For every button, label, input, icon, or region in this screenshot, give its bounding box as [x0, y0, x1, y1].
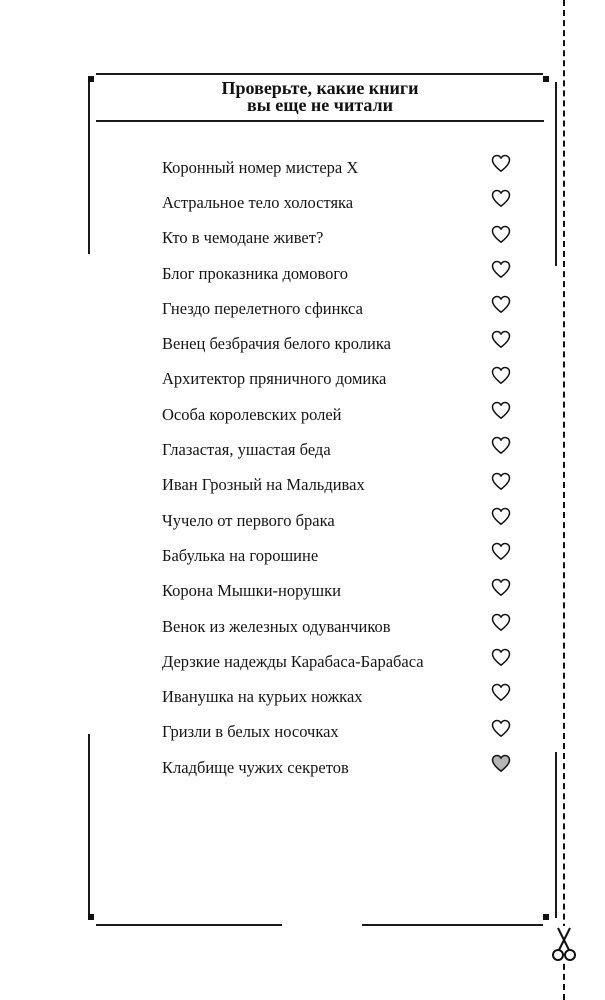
- book-item: [162, 679, 522, 714]
- frame-bottom-line-right: [362, 924, 543, 926]
- cut-line: [563, 0, 565, 1000]
- heart-outline-icon[interactable]: [491, 366, 511, 385]
- book-title: Коронный номер мистера Х: [162, 157, 359, 177]
- heart-outline-icon[interactable]: [491, 578, 511, 597]
- book-item: [162, 644, 522, 679]
- book-item: [162, 326, 522, 361]
- book-item: [162, 221, 522, 256]
- book-title: Глазастая, ушастая беда: [162, 440, 331, 460]
- book-title: Астральное тело холостяка: [162, 192, 354, 212]
- frame-corner-bottom-right: [543, 914, 549, 920]
- page-title-line-2: вы еще не читали: [246, 95, 394, 115]
- book-item: [162, 750, 522, 785]
- heart-filled-icon[interactable]: [491, 754, 511, 773]
- book-title: Корона Мышки-норушки: [162, 581, 341, 601]
- book-item: [162, 432, 522, 467]
- book-title: Дерзкие надежды Карабаса-Барабаса: [162, 651, 424, 671]
- heart-outline-icon[interactable]: [491, 507, 511, 526]
- heart-outline-icon[interactable]: [491, 436, 511, 455]
- book-item: [162, 503, 522, 538]
- book-item: [162, 256, 522, 291]
- book-title: Венок из железных одуванчиков: [162, 616, 391, 636]
- book-title: Бабулька на горошине: [162, 545, 319, 565]
- heart-outline-icon[interactable]: [491, 225, 511, 244]
- book-title: Гнездо перелетного сфинкса: [162, 298, 363, 318]
- frame-right-line-bottom: [555, 752, 557, 918]
- book-title: Блог проказника домового: [162, 263, 349, 283]
- frame-top-line: [96, 73, 543, 75]
- heart-outline-icon[interactable]: [491, 683, 511, 702]
- book-title: Особа королевских ролей: [162, 404, 342, 424]
- book-item: [162, 538, 522, 573]
- page-title: [96, 80, 544, 114]
- book-item: [162, 574, 522, 609]
- heart-outline-icon[interactable]: [491, 613, 511, 632]
- frame-bottom-line-left: [96, 924, 282, 926]
- heart-outline-icon[interactable]: [491, 295, 511, 314]
- book-item: [162, 362, 522, 397]
- frame-left-line-bottom: [88, 734, 90, 914]
- heart-outline-icon[interactable]: [491, 189, 511, 208]
- scissors-icon: [552, 926, 576, 962]
- heart-outline-icon[interactable]: [491, 719, 511, 738]
- book-title: Кладбище чужих секретов: [162, 757, 349, 777]
- book-item: [162, 715, 522, 750]
- book-item: [162, 150, 522, 185]
- frame-corner-top-left: [88, 76, 94, 82]
- heart-outline-icon[interactable]: [491, 472, 511, 491]
- book-title: Иван Грозный на Мальдивах: [162, 475, 365, 495]
- frame-title-underline: [96, 120, 544, 122]
- book-item: [162, 609, 522, 644]
- book-title: Чучело от первого брака: [162, 510, 335, 530]
- book-item: [162, 291, 522, 326]
- heart-outline-icon[interactable]: [491, 401, 511, 420]
- frame-left-line-top: [88, 82, 90, 254]
- book-title: Архитектор пряничного домика: [162, 369, 387, 389]
- heart-outline-icon[interactable]: [491, 542, 511, 561]
- frame-right-line-top: [555, 82, 557, 266]
- book-item: [162, 397, 522, 432]
- frame-corner-bottom-left: [88, 914, 94, 920]
- heart-outline-icon[interactable]: [491, 330, 511, 349]
- heart-outline-icon[interactable]: [491, 260, 511, 279]
- page-title-line-1: Проверьте, какие книги: [221, 78, 419, 98]
- book-title: Венец безбрачия белого кролика: [162, 334, 391, 354]
- heart-outline-icon[interactable]: [491, 648, 511, 667]
- book-title: Кто в чемодане живет?: [162, 228, 324, 248]
- book-title: Гризли в белых носочках: [162, 722, 339, 742]
- book-title: Иванушка на курьих ножках: [162, 687, 363, 707]
- book-item: [162, 468, 522, 503]
- book-checklist: [162, 150, 522, 785]
- book-item: [162, 185, 522, 220]
- heart-outline-icon[interactable]: [491, 154, 511, 173]
